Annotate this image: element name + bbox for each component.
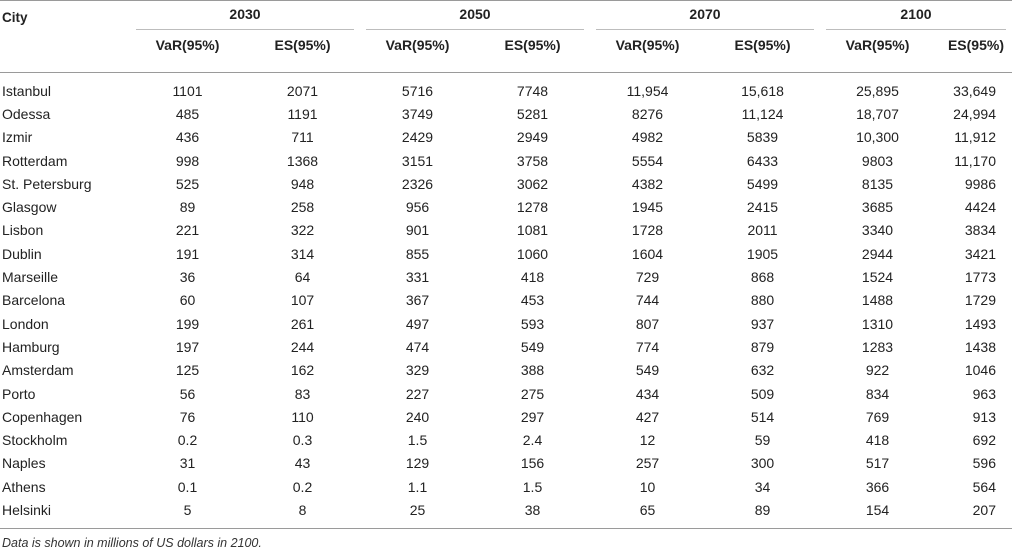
- es-value-cell: 1191: [287, 105, 318, 122]
- es-value-cell: 207: [972, 501, 996, 518]
- es-value-cell: 261: [290, 315, 315, 332]
- var-value-cell: 1310: [861, 315, 894, 332]
- es-value-cell: 275: [520, 385, 545, 402]
- table-row: [0, 242, 1012, 265]
- var-value-cell: 257: [635, 455, 660, 472]
- var-value-cell: 436: [175, 129, 200, 146]
- es-value-cell: 1493: [964, 315, 996, 332]
- var-value-cell: 956: [405, 199, 430, 216]
- es-value-cell: 3062: [516, 175, 549, 192]
- es-value-cell: 692: [972, 432, 996, 449]
- table-row: [0, 359, 1012, 382]
- var-value-cell: 9803: [861, 152, 894, 169]
- es-value-cell: 107: [290, 292, 315, 309]
- var-value-cell: 56: [179, 385, 196, 402]
- var-value-cell: 525: [175, 175, 200, 192]
- var-value-cell: 5554: [631, 152, 664, 169]
- es-value-cell: 937: [750, 315, 775, 332]
- es-value-cell: 632: [750, 362, 775, 379]
- var-value-cell: 221: [175, 222, 200, 239]
- city-cell: Izmir: [2, 129, 33, 146]
- year-header-2030: 2030: [130, 1, 360, 35]
- es-value-cell: 549: [520, 338, 545, 355]
- es-value-cell: 244: [290, 338, 315, 355]
- es-value-cell: 3758: [516, 152, 549, 169]
- table-footnote: Data is shown in millions of US dollars in 2100.: [2, 535, 262, 550]
- es-value-cell: 59: [754, 432, 771, 449]
- var-value-cell: 25: [409, 501, 426, 518]
- table-row: [0, 428, 1012, 451]
- city-cell: Rotterdam: [2, 152, 68, 169]
- city-cell: Istanbul: [2, 82, 52, 99]
- var-value-cell: 60: [179, 292, 196, 309]
- var-value-cell: 774: [635, 338, 660, 355]
- table-row: [0, 265, 1012, 288]
- var-header: VaR(95%): [385, 37, 450, 53]
- table-row: [0, 452, 1012, 475]
- es-value-cell: 7748: [516, 82, 549, 99]
- table-row: [0, 405, 1012, 428]
- var-value-cell: 5716: [401, 82, 434, 99]
- es-value-cell: 0.3: [292, 432, 313, 449]
- city-cell: Marseille: [2, 269, 59, 286]
- var-value-cell: 1488: [861, 292, 894, 309]
- table-row: [0, 498, 1012, 528]
- table-row: [0, 335, 1012, 358]
- es-value-cell: 948: [290, 175, 315, 192]
- city-cell: St. Petersburg: [2, 175, 92, 192]
- var-value-cell: 3151: [401, 152, 434, 169]
- table-body: [0, 73, 1012, 529]
- var-value-cell: 129: [405, 455, 430, 472]
- es-value-cell: 879: [750, 338, 775, 355]
- var-value-cell: 240: [405, 408, 430, 425]
- es-value-cell: 89: [754, 501, 771, 518]
- es-value-cell: 0.2: [292, 478, 313, 495]
- table-row: [0, 73, 1012, 103]
- es-value-cell: 711: [291, 129, 314, 146]
- city-cell: Hamburg: [2, 338, 60, 355]
- var-value-cell: 18,707: [856, 105, 899, 122]
- table-row: [0, 219, 1012, 242]
- es-value-cell: 880: [750, 292, 775, 309]
- es-value-cell: 9986: [964, 175, 996, 192]
- var-value-cell: 1945: [631, 199, 664, 216]
- var-value-cell: 807: [635, 315, 660, 332]
- var-value-cell: 2326: [401, 175, 434, 192]
- var-value-cell: 366: [865, 478, 890, 495]
- var-value-cell: 3749: [401, 105, 434, 122]
- city-cell: Naples: [2, 455, 46, 472]
- es-value-cell: 11,912: [954, 129, 996, 146]
- city-cell: London: [2, 315, 49, 332]
- es-value-cell: 314: [290, 245, 315, 262]
- es-value-cell: 596: [972, 455, 996, 472]
- var-value-cell: 517: [865, 455, 890, 472]
- var-value-cell: 329: [405, 362, 430, 379]
- var-value-cell: 2429: [401, 129, 434, 146]
- var-value-cell: 855: [405, 245, 430, 262]
- var-value-cell: 4982: [631, 129, 664, 146]
- es-value-cell: 297: [520, 408, 545, 425]
- es-value-cell: 33,649: [953, 82, 996, 99]
- es-value-cell: 868: [750, 269, 775, 286]
- var-header: VaR(95%): [615, 37, 680, 53]
- es-value-cell: 564: [972, 478, 996, 495]
- city-cell: Helsinki: [2, 501, 52, 518]
- es-value-cell: 2949: [516, 129, 549, 146]
- es-value-cell: 1.5: [522, 478, 543, 495]
- table-row: [0, 475, 1012, 498]
- es-value-cell: 2.4: [522, 432, 543, 449]
- var-value-cell: 36: [179, 269, 196, 286]
- es-value-cell: 1773: [964, 269, 996, 286]
- var-value-cell: 4382: [631, 175, 664, 192]
- var-value-cell: 1101: [172, 82, 203, 99]
- var-value-cell: 8135: [861, 175, 894, 192]
- es-value-cell: 258: [290, 199, 315, 216]
- es-value-cell: 34: [754, 478, 771, 495]
- city-cell: Athens: [2, 478, 46, 495]
- var-value-cell: 12: [639, 432, 656, 449]
- var-value-cell: 0.2: [177, 432, 198, 449]
- es-value-cell: 11,170: [954, 152, 996, 169]
- var-value-cell: 418: [865, 432, 890, 449]
- var-value-cell: 744: [635, 292, 660, 309]
- es-value-cell: 83: [294, 385, 311, 402]
- es-value-cell: 43: [294, 455, 311, 472]
- city-cell: Amsterdam: [2, 362, 74, 379]
- es-value-cell: 509: [750, 385, 775, 402]
- var-value-cell: 549: [635, 362, 660, 379]
- var-value-cell: 31: [179, 455, 196, 472]
- city-cell: Porto: [2, 385, 36, 402]
- es-value-cell: 5499: [746, 175, 779, 192]
- es-value-cell: 453: [520, 292, 545, 309]
- var-value-cell: 434: [635, 385, 660, 402]
- var-value-cell: 1604: [631, 245, 664, 262]
- var-value-cell: 1.1: [407, 478, 428, 495]
- es-value-cell: 418: [520, 269, 545, 286]
- es-value-cell: 8: [298, 501, 307, 518]
- es-header: ES(95%): [734, 37, 791, 53]
- es-value-cell: 2071: [286, 82, 319, 99]
- var-value-cell: 76: [179, 408, 196, 425]
- var-value-cell: 485: [175, 105, 200, 122]
- es-value-cell: 3421: [964, 245, 996, 262]
- year-header-2100: 2100: [820, 1, 1012, 35]
- var-value-cell: 199: [175, 315, 200, 332]
- var-value-cell: 25,895: [856, 82, 899, 99]
- city-cell: Copenhagen: [2, 408, 83, 425]
- es-value-cell: 1905: [746, 245, 779, 262]
- es-value-cell: 5839: [746, 129, 779, 146]
- es-value-cell: 156: [520, 455, 545, 472]
- table-row: [0, 126, 1012, 149]
- es-value-cell: 1046: [964, 362, 996, 379]
- es-header: ES(95%): [947, 37, 1004, 53]
- var-value-cell: 367: [405, 292, 430, 309]
- city-spacer: [0, 34, 130, 73]
- es-value-cell: 38: [524, 501, 541, 518]
- var-header: VaR(95%): [845, 37, 910, 53]
- var-value-cell: 227: [405, 385, 430, 402]
- var-value-cell: 154: [865, 501, 890, 518]
- es-value-cell: 1278: [516, 199, 549, 216]
- table-row: [0, 195, 1012, 218]
- var-value-cell: 331: [405, 269, 430, 286]
- table-row: [0, 149, 1012, 172]
- var-value-cell: 191: [175, 245, 200, 262]
- var-value-cell: 427: [635, 408, 660, 425]
- city-cell: Lisbon: [2, 222, 44, 239]
- es-value-cell: 300: [750, 455, 775, 472]
- es-value-cell: 162: [290, 362, 315, 379]
- es-value-cell: 1060: [516, 245, 549, 262]
- es-value-cell: 1438: [964, 338, 996, 355]
- var-value-cell: 125: [175, 362, 200, 379]
- es-value-cell: 322: [290, 222, 315, 239]
- var-value-cell: 8276: [631, 105, 664, 122]
- var-value-cell: 65: [639, 501, 656, 518]
- es-value-cell: 15,618: [741, 82, 784, 99]
- es-value-cell: 11,124: [741, 105, 784, 122]
- var-value-cell: 3685: [861, 199, 894, 216]
- city-cell: Glasgow: [2, 199, 57, 216]
- year-header-2070: 2070: [590, 1, 820, 35]
- var-value-cell: 3340: [861, 222, 894, 239]
- var-value-cell: 1.5: [407, 432, 428, 449]
- city-cell: Dublin: [2, 245, 42, 262]
- table-row: [0, 289, 1012, 312]
- var-value-cell: 1283: [861, 338, 894, 355]
- city-cell: Odessa: [2, 105, 51, 122]
- es-value-cell: 2415: [746, 199, 779, 216]
- var-value-cell: 89: [179, 199, 196, 216]
- var-value-cell: 11,954: [626, 82, 669, 99]
- var-value-cell: 10: [639, 478, 656, 495]
- var-value-cell: 901: [405, 222, 430, 239]
- table-row: [0, 172, 1012, 195]
- var-value-cell: 998: [175, 152, 200, 169]
- city-cell: Barcelona: [2, 292, 66, 309]
- es-value-cell: 24,994: [953, 105, 996, 122]
- var-value-cell: 10,300: [856, 129, 899, 146]
- es-value-cell: 913: [972, 408, 996, 425]
- var-value-cell: 922: [865, 362, 890, 379]
- es-value-cell: 593: [520, 315, 545, 332]
- table-row: [0, 312, 1012, 335]
- es-value-cell: 64: [294, 269, 311, 286]
- var-value-cell: 1728: [631, 222, 664, 239]
- es-header: ES(95%): [504, 37, 561, 53]
- metric-header-row: [0, 34, 1012, 73]
- var-value-cell: 834: [865, 385, 890, 402]
- year-header-2050: 2050: [360, 1, 590, 35]
- var-value-cell: 474: [405, 338, 430, 355]
- es-value-cell: 1729: [964, 292, 996, 309]
- es-header: ES(95%): [274, 37, 331, 53]
- var-value-cell: 5: [183, 501, 192, 518]
- city-column-header: City: [2, 10, 28, 25]
- es-value-cell: 963: [972, 385, 996, 402]
- es-value-cell: 2011: [747, 222, 778, 239]
- es-value-cell: 1368: [286, 152, 319, 169]
- es-value-cell: 3834: [964, 222, 996, 239]
- es-value-cell: 388: [520, 362, 545, 379]
- var-value-cell: 1524: [861, 269, 894, 286]
- var-header: VaR(95%): [155, 37, 220, 53]
- table-row: [0, 382, 1012, 405]
- es-value-cell: 514: [750, 408, 775, 425]
- year-header-row: [0, 1, 1012, 35]
- var-value-cell: 729: [635, 269, 660, 286]
- var-value-cell: 497: [405, 315, 430, 332]
- var-value-cell: 197: [175, 338, 200, 355]
- es-value-cell: 110: [291, 408, 314, 425]
- city-cell: Stockholm: [2, 432, 68, 449]
- es-value-cell: 4424: [964, 199, 996, 216]
- table-row: [0, 102, 1012, 125]
- es-value-cell: 5281: [516, 105, 549, 122]
- var-value-cell: 769: [865, 408, 890, 425]
- var-value-cell: 0.1: [177, 478, 198, 495]
- var-value-cell: 2944: [861, 245, 894, 262]
- es-value-cell: 6433: [746, 152, 779, 169]
- es-value-cell: 1081: [516, 222, 549, 239]
